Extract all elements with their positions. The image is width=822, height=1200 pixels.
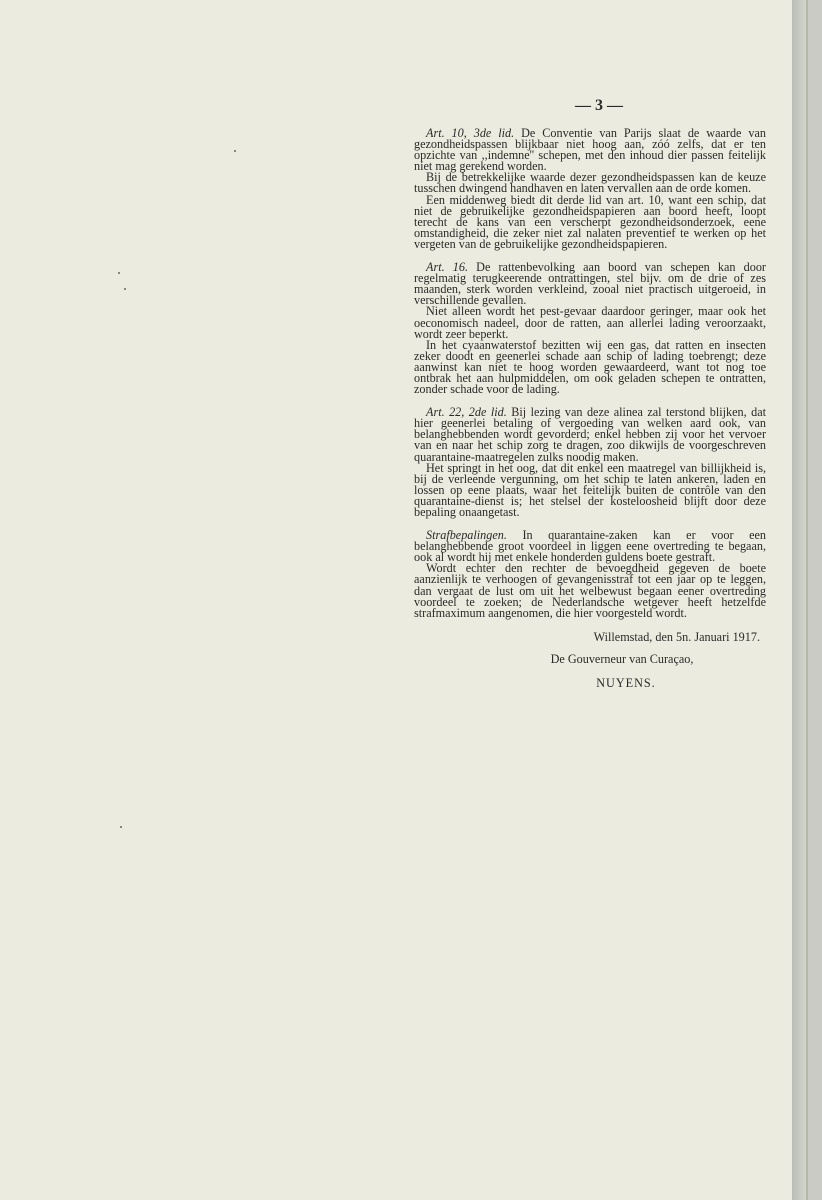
speck — [118, 272, 120, 274]
signatory-name: NUYENS. — [596, 676, 656, 691]
speck — [234, 150, 236, 152]
section-art-16 — [414, 262, 766, 395]
paragraph: Bij de betrekkelijke waarde dezer gezondheidspassen kan de keuze tusschen dwingend handhaven en laten vervallen aan de orde komen. — [414, 170, 766, 196]
paragraph: Niet alleen wordt het pest-gevaar daardoor geringer, maar ook het oeconomisch nadeel, door de ratten, aan allerlei lading veroorzaakt, wordt zeer beperkt. — [414, 304, 766, 341]
place-date: Willemstad, den 5n. Januari 1917. — [593, 629, 760, 644]
section-art-10 — [414, 128, 766, 250]
signatory-office: De Gouverneur van Curaçao, — [550, 651, 694, 666]
speck — [120, 826, 122, 828]
paragraph: Een middenweg biedt dit derde lid van art. 10, want een schip, dat niet de gebruikelijke gezondheidspapieren aan boord heeft, loopt terecht de kans van een verscherpt gezondheidsonderzoek, eene omstandigheid, die zeker niet zal nalaten preventief te werken op het vergeten van de gebruikelijke gezondheidspapieren. — [414, 192, 766, 251]
article-reference: Art. 10, 3de lid. — [426, 126, 515, 140]
section-art-22 — [414, 407, 766, 518]
speck — [124, 288, 126, 290]
paragraph: In het cyaanwaterstof bezitten wij een gas, dat ratten en insecten zeker doodt en geenerlei schade aan schip of lading toebrengt; deze aanwinst kan niet te hoog worden gewaardeerd, want tot nog toe ontbrak het aan hulpmiddelen, om ook geladen schepen te ontratten, zonder schade voor de lading. — [414, 337, 766, 397]
paragraph-text: De rattenbevolking aan boord van schepen kan door regelmatig terugkeerende ontrattingen, stel bijv. om de drie of zes maanden, sterk worden verkleind, zooal niet practisch uitgeroeid, in verschillende gevallen. — [414, 260, 766, 308]
section-strafbepalingen — [414, 530, 766, 619]
text-column — [414, 98, 766, 689]
page-number: — 3 — — [575, 97, 623, 114]
paragraph — [414, 407, 766, 462]
paragraph: Het springt in het oog, dat dit enkel een maatregel van billijkheid is, bij de verleende vergunning, om het schip te laten ankeren, laden en lossen op eene plaats, waar het feitelijk buiten de contrôle van den quarantaine-dienst is; het stelsel der kosteloosheid blijft door deze bepaling onaangetast. — [414, 460, 766, 519]
paragraph-text: De Conventie van Parijs slaat de waarde van gezondheidspassen blijkbaar niet hoog aan, zóó zelfs, dat er ten opzichte van ,,indemne'' schepen, met den inhoud dier passen feitelijk niet mag gerekend worden. — [414, 126, 766, 174]
paragraph — [414, 530, 766, 563]
article-reference: Art. 16. — [426, 260, 468, 275]
page-edge — [792, 0, 806, 1200]
paragraph — [414, 262, 766, 306]
paragraph-text: In quarantaine-zaken kan er voor een belanghebbende groot voordeel in liggen eene overtreding te begaan, ook al wordt hij met enkele honderden guldens boete gestraft. — [414, 528, 766, 565]
article-reference: Strafbepalingen. — [426, 528, 507, 543]
paragraph — [414, 128, 766, 172]
paragraph-text: Bij lezing van deze alinea zal terstond blijken, dat hier geenerlei betaling of vergoeding van welken aard ook, van belanghebbenden wordt gevorderd; enkel hebben zij voor het vervoer van en naar het schip zorg te dragen, zoo dikwijls de voorgeschreven quarantaine-maatregelen zulks noodig maken. — [414, 405, 766, 464]
article-reference: Art. 22, 2de lid. — [426, 405, 507, 420]
paragraph: Wordt echter den rechter de bevoegdheid gegeven de boete aanzienlijk te verhoogen of gevangenisstraf tot een jaar op te leggen, dan vergaat de lust om uit het welbewust begaan eener overtreding voordeel te zoeken; de Nederlandsche wetgever heeft hetzelfde strafmaximum aangenomen, die hier voorgesteld wordt. — [414, 561, 766, 620]
